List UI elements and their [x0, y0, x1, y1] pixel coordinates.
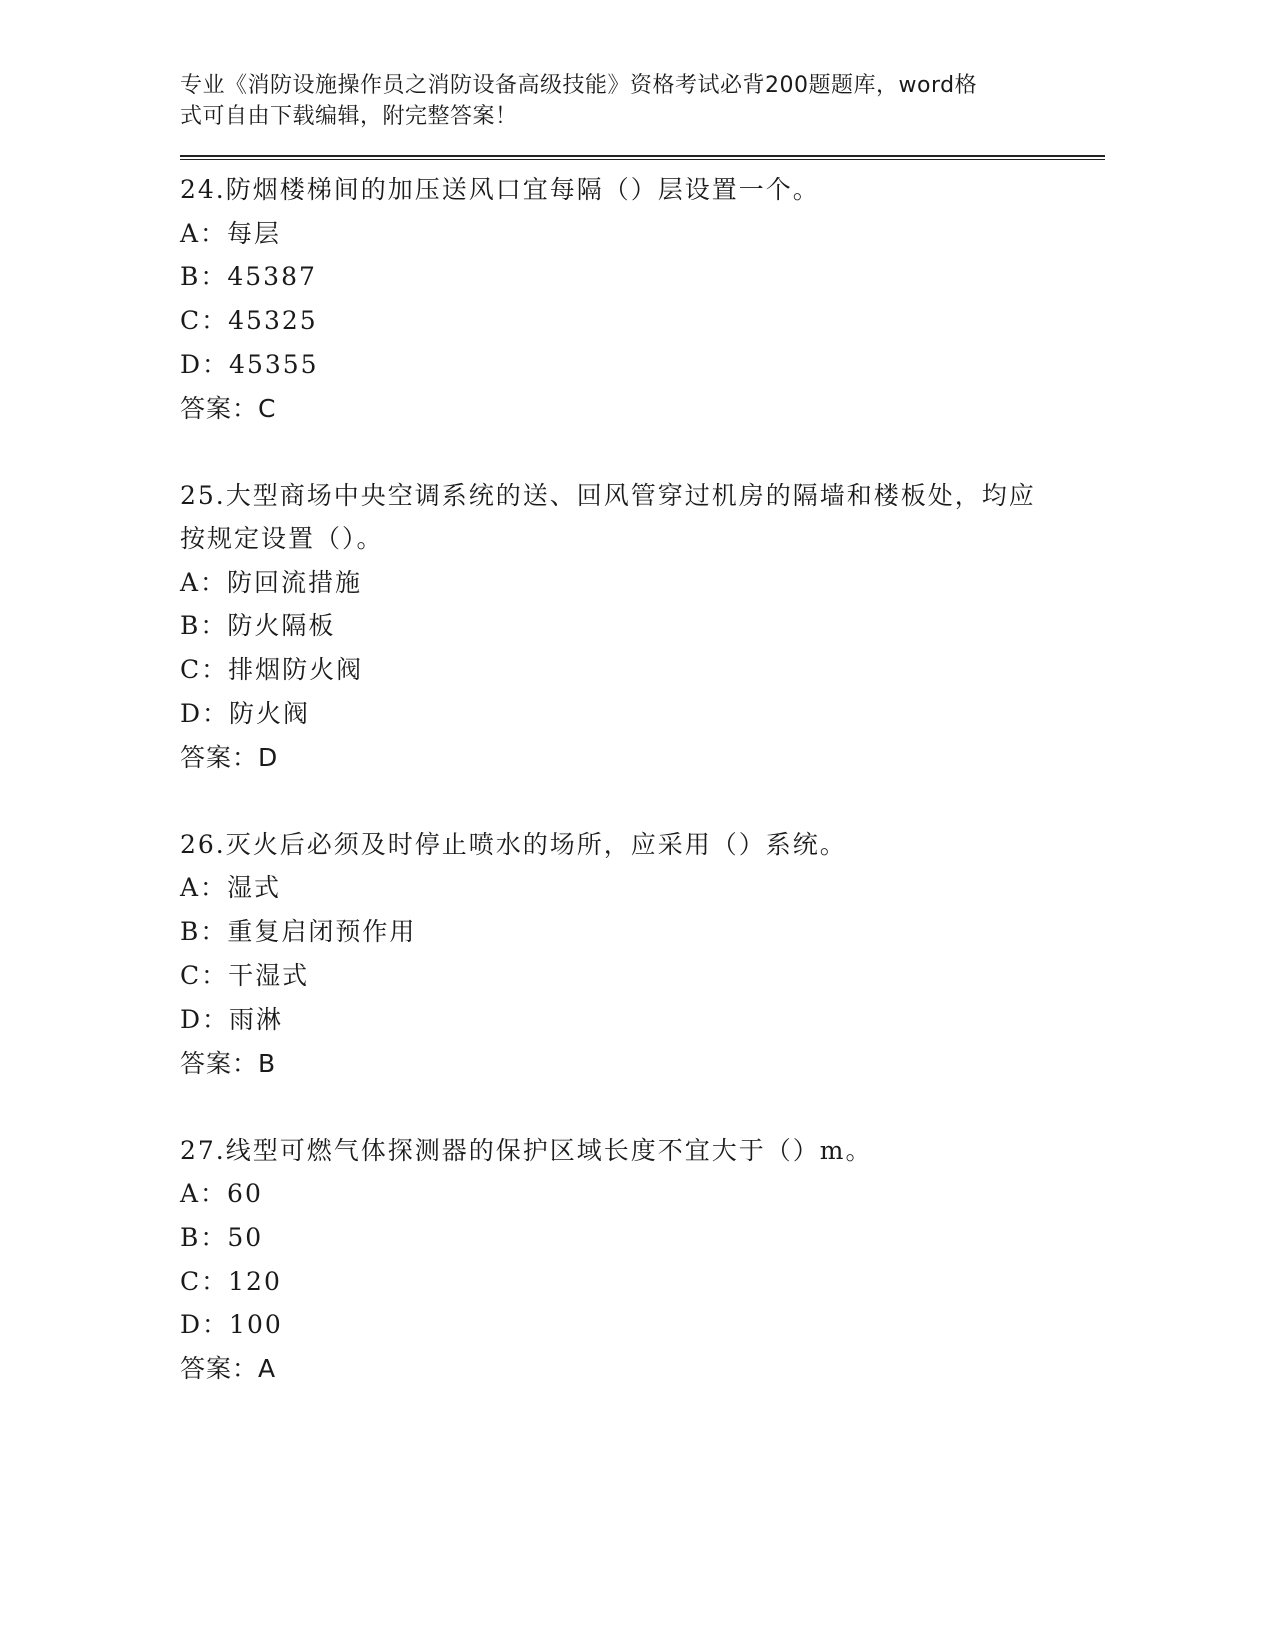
option-a: A：防回流措施: [180, 567, 363, 597]
header-divider: [180, 155, 1105, 160]
option-c: C：45325: [180, 306, 318, 336]
option-b: B：45387: [180, 262, 317, 292]
question-text: 27.线型可燃气体探测器的保护区域长度不宜大于（）m。: [180, 1135, 873, 1165]
answer-line: 答案：B: [180, 1048, 277, 1078]
question-text: 24.防烟楼梯间的加压送风口宜每隔（）层设置一个。: [180, 175, 820, 204]
option-b: B：防火隔板: [180, 611, 336, 641]
header-line-2: 式可自由下载编辑，附完整答案！: [180, 104, 518, 129]
question-25: [180, 474, 1105, 780]
option-a: A：湿式: [180, 873, 282, 903]
question-list: [180, 168, 1105, 1391]
option-d: D：45355: [180, 349, 319, 379]
option-d: D：100: [180, 1310, 283, 1340]
option-c: C：干湿式: [180, 960, 310, 990]
header-line-1: 专业《消防设施操作员之消防设备高级技能》资格考试必背200题题库，word格: [180, 73, 978, 98]
option-d: D：雨淋: [180, 1004, 284, 1034]
question-24: [180, 168, 1105, 431]
document-header: [180, 70, 1030, 132]
option-a: A：60: [180, 1179, 263, 1209]
answer-line: 答案：C: [180, 393, 277, 423]
answer-line: 答案：A: [180, 1354, 277, 1384]
question-text: 26.灭火后必须及时停止喷水的场所，应采用（）系统。: [180, 829, 847, 859]
option-c: C：120: [180, 1266, 282, 1296]
answer-line: 答案：D: [180, 742, 279, 772]
document-page: [180, 70, 1105, 1391]
option-b: B：50: [180, 1222, 264, 1252]
option-d: D：防火阀: [180, 699, 311, 729]
option-b: B：重复启闭预作用: [180, 917, 417, 947]
question-27: [180, 1129, 1105, 1392]
question-26: [180, 823, 1105, 1086]
option-a: A：每层: [180, 218, 282, 248]
question-text: 25.大型商场中央空调系统的送、回风管穿过机房的隔墙和楼板处，均应按规定设置（）。: [180, 480, 1036, 554]
option-c: C：排烟防火阀: [180, 655, 364, 685]
